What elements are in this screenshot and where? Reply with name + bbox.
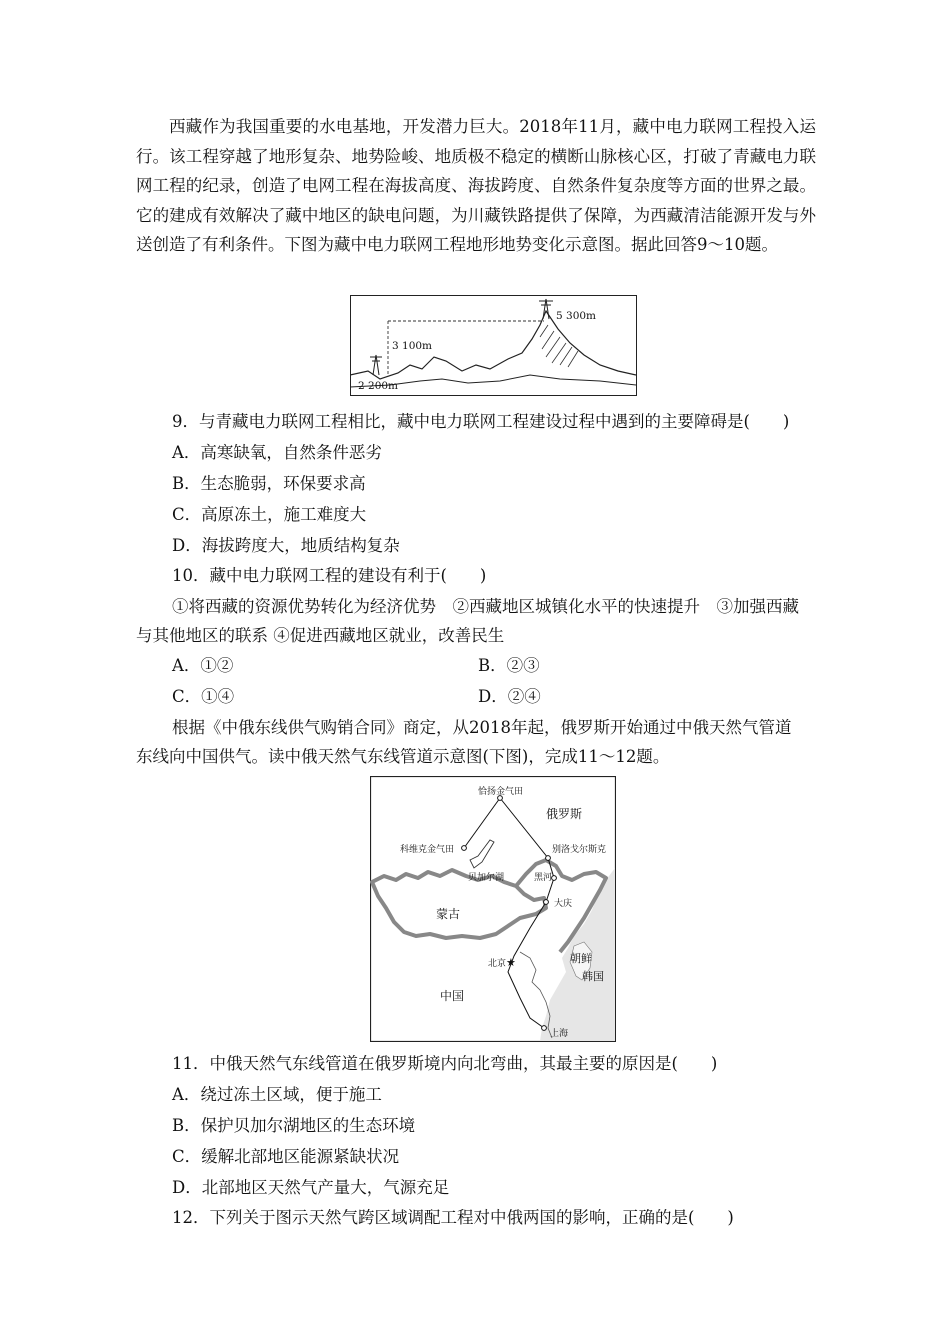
q12-stem: 12．下列关于图示天然气跨区域调配工程对中俄两国的影响，正确的是( ) — [172, 1208, 734, 1227]
label-russia: 俄罗斯 — [546, 807, 583, 821]
q11-stem: 11．中俄天然气东线管道在俄罗斯境内向北弯曲，其最主要的原因是( ) — [172, 1054, 718, 1073]
q10-option-d: D．②④ — [478, 687, 541, 706]
label-heihe: 黑河 — [534, 873, 553, 883]
shanghai-node-icon — [542, 1026, 547, 1031]
terrain-profile-svg — [350, 295, 637, 396]
q9-option-d: D．海拔跨度大，地质结构复杂 — [172, 536, 400, 555]
q10-option-a: A．①② — [172, 656, 234, 675]
label-korea-south: 韩国 — [582, 970, 604, 983]
label-china: 中国 — [440, 989, 465, 1003]
passage-tibet: 西藏作为我国重要的水电基地，开发潜力巨大。2018年11月，藏中电力联网工程投入运行。该工程穿越了地形复杂、地势险峻、地质极不稳定的横断山脉核心区，打破了青藏电力联网工程的纪录，创造了电网工程在海拔高度、海拔跨度、自然条件复杂度等方面的世界之最。它的建成有效解决了藏中地区的缺电问题，为川藏铁路提供了保障，为西藏清洁能源开发与外送创造了有利条件。下图为藏中电力联网工程地形地势变化示意图。据此回答9～10题。 — [136, 117, 816, 254]
q10-statements-line1: ①将西藏的资源优势转化为经济优势 ②西藏地区城镇化水平的快速提升 ③加强西藏 — [172, 597, 799, 616]
q10-option-b: B．②③ — [478, 656, 540, 675]
passage-pipeline-line2: 东线向中国供气。读中俄天然气东线管道示意图(下图)，完成11～12题。 — [136, 747, 670, 766]
q9-option-a: A．高寒缺氧，自然条件恶劣 — [172, 443, 382, 462]
pipeline-map-svg — [370, 776, 616, 1042]
kovykta-node-icon — [462, 846, 467, 851]
q11-option-c: C．缓解北部地区能源紧缺状况 — [172, 1147, 400, 1166]
label-shanghai: 上海 — [550, 1029, 569, 1039]
label-chayanda: 恰扬金气田 — [478, 787, 524, 797]
q10-option-c: C．①④ — [172, 687, 235, 706]
elev-span-label: 3 100m — [392, 340, 433, 352]
terrain-profile-figure — [350, 295, 637, 396]
pipeline-map-figure — [370, 776, 616, 1042]
label-blagoveshchensk: 别洛戈尔斯克 — [552, 845, 607, 855]
label-korea-north: 朝鲜 — [570, 952, 592, 965]
q10-statements-line2: 与其他地区的联系 ④促进西藏地区就业，改善民生 — [136, 626, 505, 645]
label-baikal: 贝加尔湖 — [468, 873, 505, 883]
beijing-star-icon: ★ — [506, 956, 516, 969]
q9-option-b: B．生态脆弱，环保要求高 — [172, 474, 366, 493]
heihe-node-icon — [552, 876, 557, 881]
passage-pipeline-line1: 根据《中俄东线供气购销合同》商定，从2018年起，俄罗斯开始通过中俄天然气管道 — [172, 718, 792, 737]
label-daqing: 大庆 — [554, 899, 573, 909]
q11-option-b: B．保护贝加尔湖地区的生态环境 — [172, 1116, 416, 1135]
q10-stem: 10．藏中电力联网工程的建设有利于( ) — [172, 566, 487, 585]
label-mongolia: 蒙古 — [436, 907, 461, 921]
q11-option-a: A．绕过冻土区域，便于施工 — [172, 1085, 382, 1104]
q9-stem: 9．与青藏电力联网工程相比，藏中电力联网工程建设过程中遇到的主要障碍是( ) — [172, 412, 790, 431]
q9-option-c: C．高原冻土，施工难度大 — [172, 505, 367, 524]
label-kovykta: 科维克金气田 — [400, 845, 455, 855]
elev-low-label: 2 200m — [358, 380, 399, 392]
blagoveshchensk-node-icon — [546, 856, 551, 861]
q11-option-d: D．北部地区天然气产量大，气源充足 — [172, 1178, 450, 1197]
label-beijing: 北京 — [488, 959, 507, 969]
daqing-node-icon — [544, 900, 549, 905]
elev-high-label: 5 300m — [556, 310, 597, 322]
